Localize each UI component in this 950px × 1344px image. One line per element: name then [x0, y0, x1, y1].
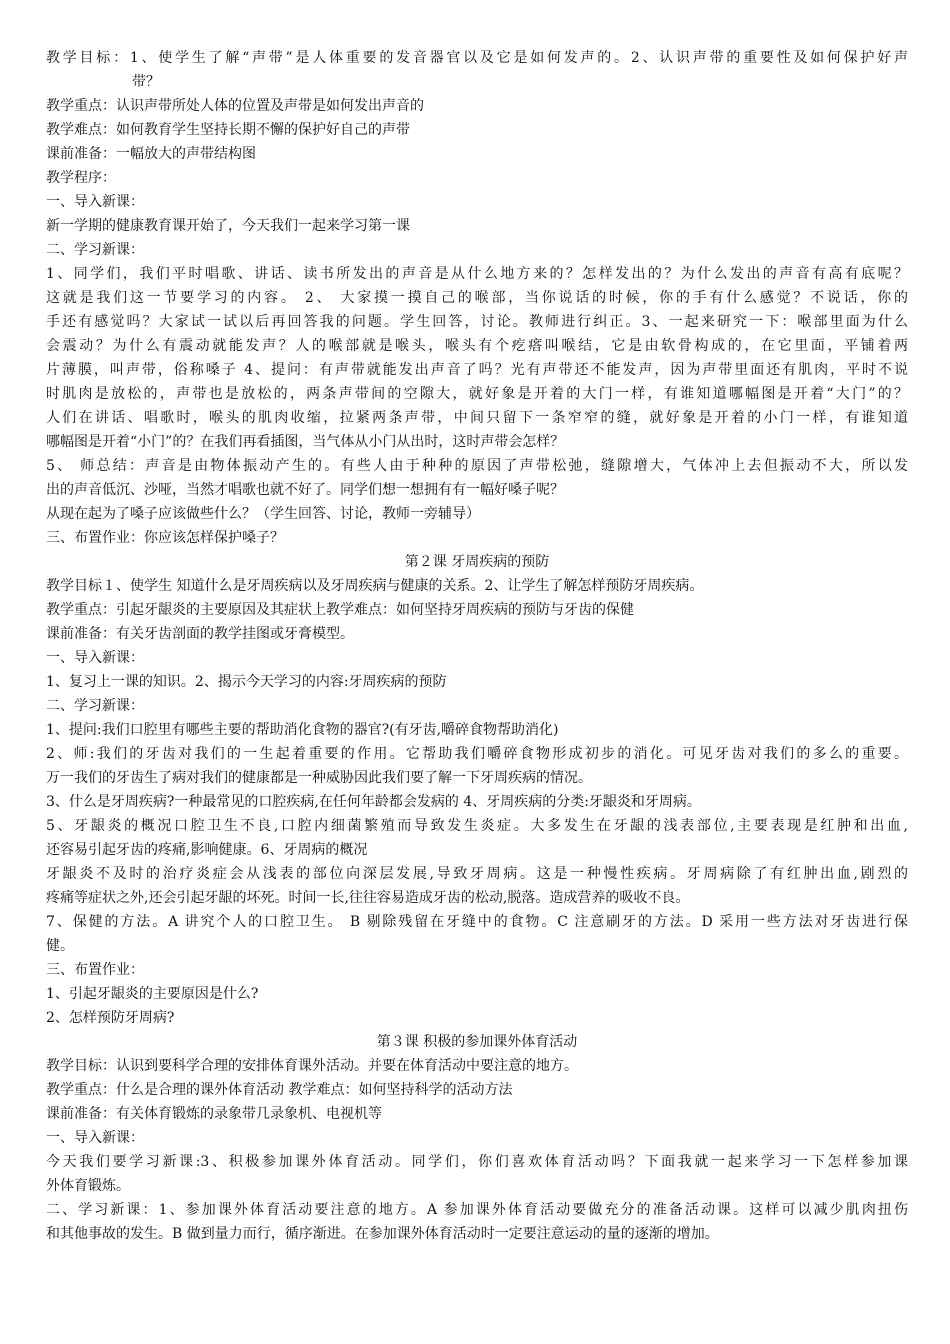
- lesson2-section-homework: 三、布置作业：: [46, 962, 144, 978]
- lesson2-paragraph: 牙龈炎不及时的治疗炎症会从浅表的部位向深层发展,导致牙周病。这是一种慢性疾病。牙周病除了有红肿出血,剧烈的: [46, 866, 908, 882]
- lesson2-paragraph: 疼痛等症状之外,还会引起牙龈的坏死。时间一长,往往容易造成牙齿的松动,脱落。造成营养的吸收不良。: [46, 890, 690, 906]
- lesson3-preparation: 课前准备：有关体育锻炼的录象带几录象机、电视机等: [46, 1106, 382, 1122]
- lesson1-summary: 5、 师总结：声音是由物体振动产生的。有些人由于种种的原因了声带松弛，缝隙增大，气体冲上去但振动不大，所以发: [46, 458, 908, 474]
- lesson2-paragraph: 2、师:我们的牙齿对我们的一生起着重要的作用。它帮助我们嚼碎食物形成初步的消化。可见牙齿对我们的多么的重要。: [46, 746, 908, 762]
- lesson1-procedure-heading: 教学程序：: [46, 170, 116, 186]
- document-page: [46, 46, 908, 1246]
- lesson1-paragraph: 从现在起为了嗓子应该做些什么？（学生回答、讨论，教师一旁辅导）: [46, 506, 480, 522]
- lesson1-preparation: 课前准备：一幅放大的声带结构图: [46, 146, 256, 162]
- lesson3-section-intro: 一、导入新课：: [46, 1130, 144, 1146]
- lesson1-paragraph: 哪幅图是开着“小门”的？在我们再看插图，当气体从小门从出时，这时声带会怎样？: [46, 434, 565, 450]
- lesson2-title: 第２课 牙周疾病的预防: [404, 554, 550, 570]
- lesson1-objective-cont: 带？: [132, 74, 160, 90]
- lesson2-keypoint: 教学重点：引起牙龈炎的主要原因及其症状上教学难点：如何坚持牙周疾病的预防与牙齿的保健: [46, 602, 634, 618]
- lesson3-paragraph: 外体育锻炼。: [46, 1178, 130, 1194]
- lesson3-objective: 教学目标：认识到要科学合理的安排体育课外活动。并要在体育活动中要注意的地方。: [46, 1058, 578, 1074]
- lesson3-title: 第３课 积极的参加课外体育活动: [376, 1034, 578, 1050]
- lesson1-paragraph: 手还有感觉吗？大家试一试以后再回答我的问题。学生回答，讨论。教师进行纠正。3、一起来研究一下：喉部里面为什么: [46, 314, 908, 330]
- lesson2-paragraph: 7、保健的方法。A 讲究个人的口腔卫生。 B 剔除残留在牙缝中的食物。C 注意刷牙的方法。D 采用一些方法对牙齿进行保: [46, 914, 908, 930]
- lesson2-section-learn: 二、学习新课：: [46, 698, 144, 714]
- lesson2-homework-item: 1、引起牙龈炎的主要原因是什么?: [46, 986, 259, 1002]
- lesson1-summary: 出的声音低沉、沙哑，当然才唱歌也就不好了。同学们想一想拥有有一幅好嗓子呢？: [46, 482, 564, 498]
- lesson3-paragraph: 今天我们要学习新课:3、积极参加课外体育活动。同学们，你们喜欢体育活动吗？下面我就一起来学习一下怎样参加课: [46, 1154, 908, 1170]
- lesson2-paragraph: 还容易引起牙齿的疼痛,影响健康。6、牙周病的概况: [46, 842, 368, 858]
- lesson3-paragraph: 和其他事故的发生。B 做到量力而行，循序渐进。在参加课外体育活动时一定要注意运动的量的逐渐的增加。: [46, 1226, 719, 1242]
- lesson2-preparation: 课前准备：有关牙齿剖面的教学挂图或牙膏模型。: [46, 626, 354, 642]
- lesson1-paragraph: 新一学期的健康教育课开始了，今天我们一起来学习第一课: [46, 218, 410, 234]
- lesson1-homework: 三、布置作业：你应该怎样保护嗓子？: [46, 530, 284, 546]
- lesson1-paragraph: 时肌肉是放松的，声带也是放松的，两条声带间的空隙大，就好象是开着的大门一样，有谁知道哪幅图是开着“大门”的？: [46, 386, 908, 402]
- lesson1-objective: 教学目标：1、使学生了解“声带”是人体重要的发音器官以及它是如何发声的。2、认识声带的重要性及如何保护好声: [46, 50, 908, 66]
- lesson3-section-learn: 二、学习新课：1、参加课外体育活动要注意的地方。A 参加课外体育活动要做充分的准备活动课。这样可以减少肌肉扭伤: [46, 1202, 908, 1218]
- lesson1-paragraph: 会震动？为什么有震动就能发声？人的喉部就是喉头，喉头有个疙瘩叫喉结，它是由软骨构成的，在它里面，平铺着两: [46, 338, 908, 354]
- lesson2-paragraph: 3、什么是牙周疾病?一种最常见的口腔疾病,在任何年龄都会发病的 4、牙周疾病的分类:牙龈炎和牙周病。: [46, 794, 701, 810]
- lesson3-keypoint: 教学重点：什么是合理的课外体育活动 教学难点：如何坚持科学的活动方法: [46, 1082, 513, 1098]
- lesson2-paragraph: 1、提问:我们口腔里有哪些主要的帮助消化食物的器官?(有牙齿,嚼碎食物帮助消化): [46, 722, 559, 738]
- lesson1-paragraph: 片薄膜，叫声带，俗称嗓子 4、提问：有声带就能发出声音了吗？光有声带还不能发声，因为声带里面还有肌肉，平时不说: [46, 362, 908, 378]
- lesson2-paragraph: 万一我们的牙齿生了病对我们的健康都是一种威胁因此我们要了解一下牙周疾病的情况。: [46, 770, 592, 786]
- lesson2-paragraph: 1、复习上一课的知识。2、揭示今天学习的内容:牙周疾病的预防: [46, 674, 447, 690]
- lesson1-paragraph: 人们在讲话、唱歌时，喉头的肌肉收缩，拉紧两条声带，中间只留下一条窄窄的缝，就好象是开着的小门一样，有谁知道: [46, 410, 908, 426]
- lesson2-objective: 教学目标１、使学生 知道什么是牙周疾病以及牙周疾病与健康的关系。2、让学生了解怎样预防牙周疾病。: [46, 578, 704, 594]
- lesson2-section-intro: 一、导入新课：: [46, 650, 144, 666]
- lesson1-paragraph: 这就是我们这一节要学习的内容。 2、 大家摸一摸自己的喉部，当你说话的时候，你的手有什么感觉？不说话，你的: [46, 290, 908, 306]
- lesson1-paragraph: 1、同学们，我们平时唱歌、讲话、读书所发出的声音是从什么地方来的？怎样发出的？为什么发出的声音有高有底呢？: [46, 266, 908, 282]
- lesson1-section-intro: 一、导入新课：: [46, 194, 144, 210]
- lesson2-homework-item: 2、怎样预防牙周病?: [46, 1010, 175, 1026]
- lesson1-section-learn: 二、学习新课：: [46, 242, 144, 258]
- lesson2-paragraph: 健。: [46, 938, 74, 954]
- lesson1-keypoint: 教学重点：认识声带所处人体的位置及声带是如何发出声音的: [46, 98, 424, 114]
- lesson1-difficulty: 教学难点：如何教育学生坚持长期不懈的保护好自己的声带: [46, 122, 410, 138]
- lesson2-paragraph: 5、牙龈炎的概况口腔卫生不良,口腔内细菌繁殖而导致发生炎症。大多发生在牙龈的浅表部位,主要表现是红肿和出血,: [46, 818, 908, 834]
